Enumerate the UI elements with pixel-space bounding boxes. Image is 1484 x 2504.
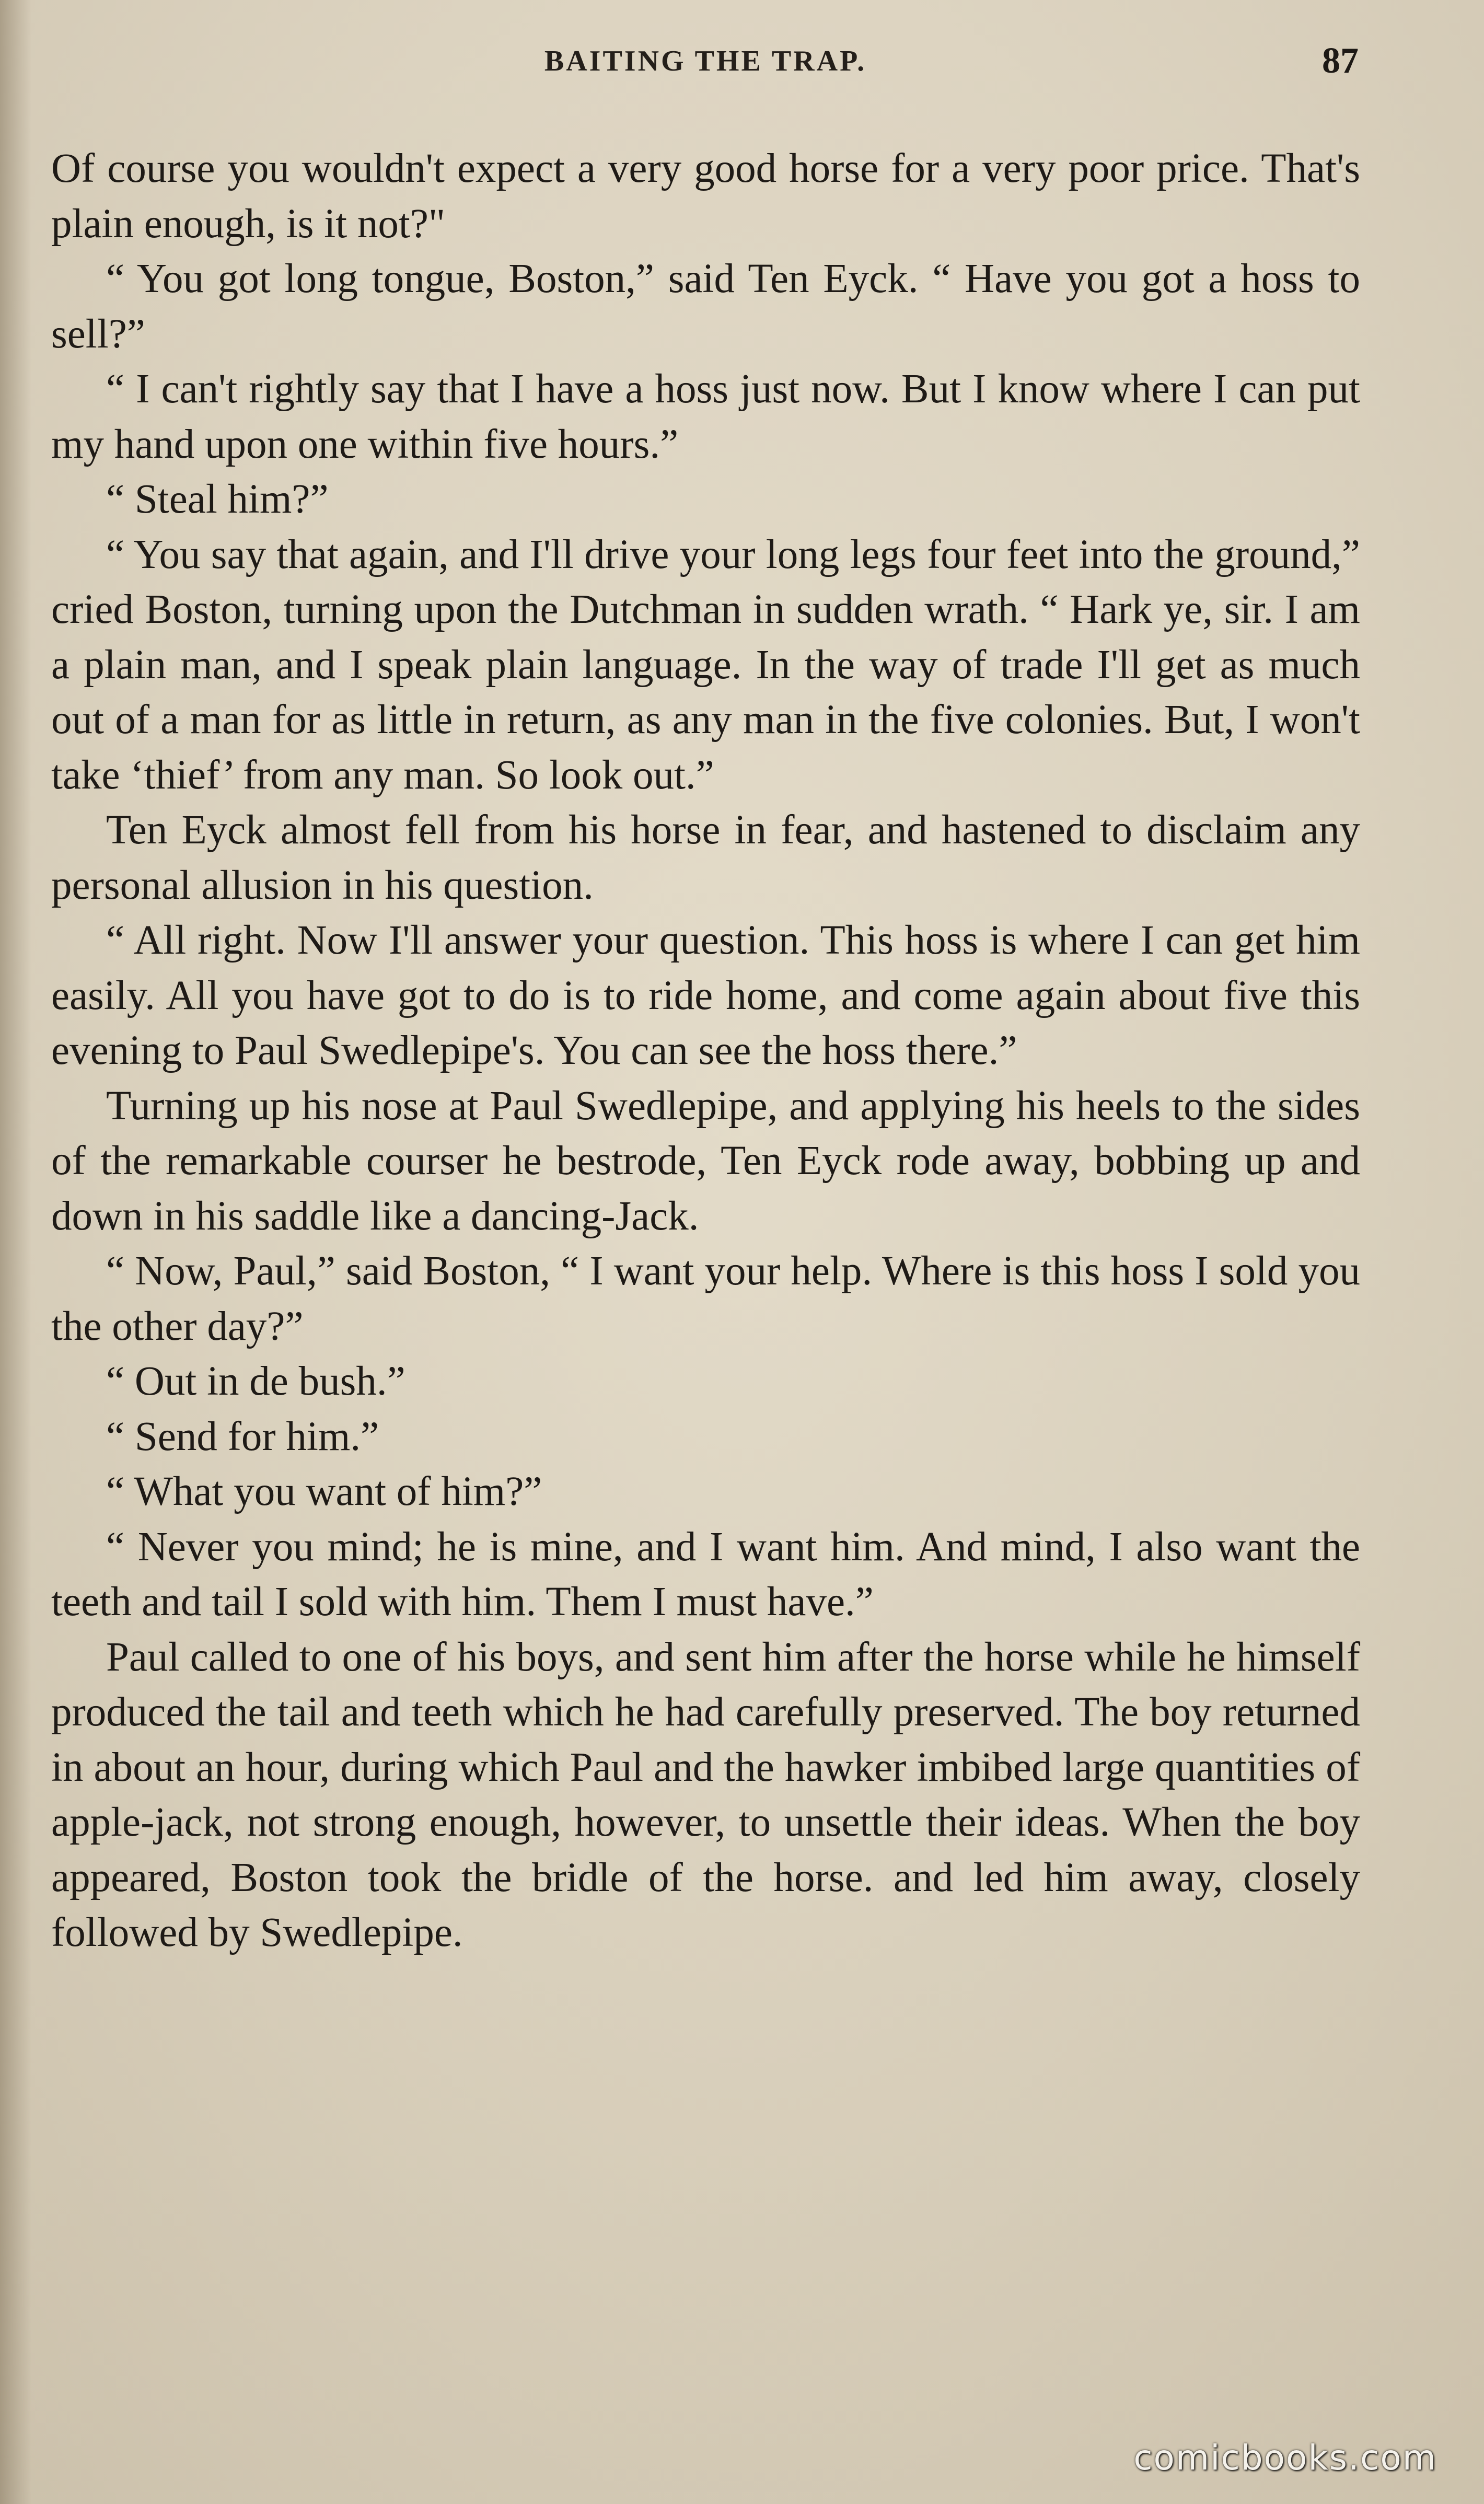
paragraph: “ What you want of him?” (106, 1469, 542, 1514)
paragraph: “ Now, Paul,” said Boston, “ I want your help. Where is this hoss I sold you the other day?” (51, 1248, 1360, 1349)
watermark: comicbooks.com (1133, 2438, 1437, 2478)
paragraph: “ Steal him?” (106, 477, 329, 522)
paragraph: Paul called to one of his boys, and sent him after the horse while he himself produced the tail and teeth which he had carefully preserved. The boy returned in about an hour, during which Paul and the hawker imbibed large quantities of apple-jack, not strong enough, however, to unsettle their ideas. When the boy appeared, Boston took the bridle of the horse. and led him away, closely followed by Swedlepipe. (51, 1634, 1360, 1955)
paragraph: “ You say that again, and I'll drive your long legs four feet into the ground,” cried Boston, turning upon the Dutchman in sudden wrath. “ Hark ye, sir. I am a plain man, and I speak plain language. In the way of trade I'll get as much out of a man for as little in return, as any man in the five colonies. But, I won't take ‘thief’ from any man. So look out.” (51, 531, 1360, 798)
running-head: BAITING THE TRAP. (544, 45, 867, 77)
paragraph: Turning up his nose at Paul Swedlepipe, and applying his heels to the sides of the remarkable courser he bestrode, Ten Eyck rode away, bobbing up and down in his saddle like a dancing-Jack. (51, 1083, 1360, 1239)
paragraph: Ten Eyck almost fell from his horse in fear, and hastened to disclaim any personal allusion in his question. (51, 807, 1360, 908)
paragraph: “ Never you mind; he is mine, and I want him. And mind, I also want the teeth and tail I sold with him. Them I must have.” (51, 1524, 1360, 1625)
paragraph: “ All right. Now I'll answer your question. This hoss is where I can get him easily. All you have got to do is to ride home, and come again about five this evening to Paul Swedlepipe's. You can see the hoss there.” (51, 918, 1360, 1073)
body-text (51, 141, 1360, 1961)
page-number: 87 (1322, 41, 1359, 81)
paragraph: “ Send for him.” (106, 1413, 379, 1459)
paragraph: Of course you wouldn't expect a very good horse for a very poor price. That's plain enough, is it not?" (51, 146, 1360, 247)
page-header (52, 41, 1359, 91)
paragraph: “ You got long tongue, Boston,” said Ten Eyck. “ Have you got a hoss to sell?” (51, 256, 1360, 357)
paragraph: “ I can't rightly say that I have a hoss just now. But I know where I can put my hand upon one within five hours.” (51, 366, 1360, 467)
paragraph: “ Out in de bush.” (106, 1359, 405, 1404)
